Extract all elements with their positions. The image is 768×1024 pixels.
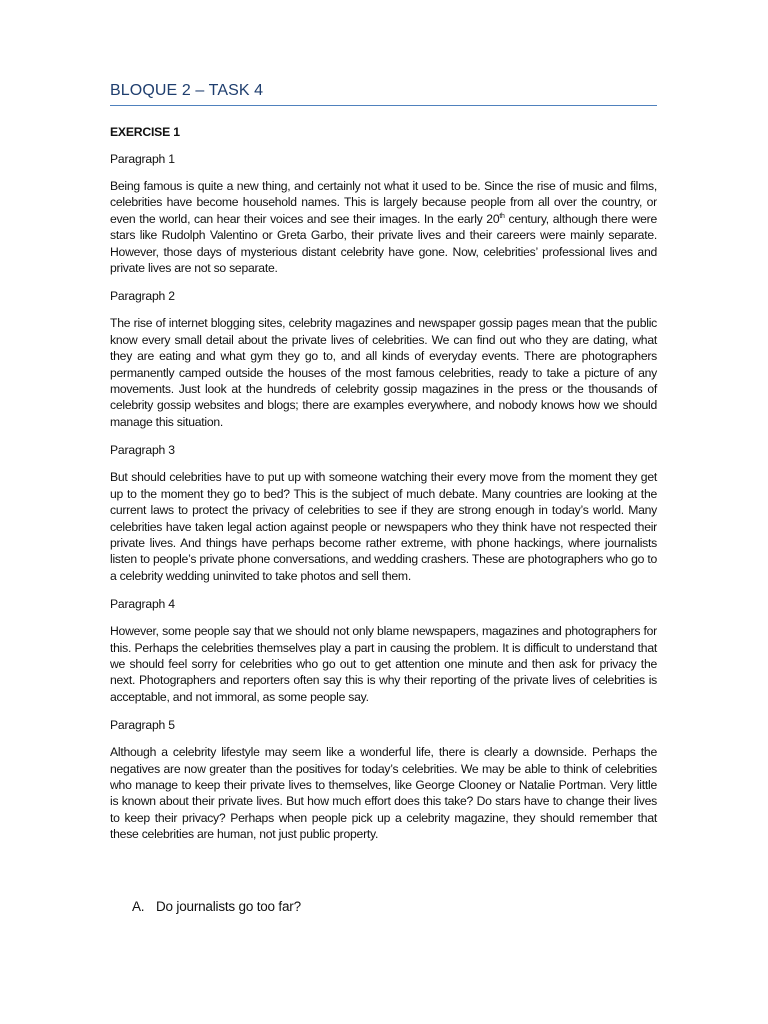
paragraph-4-label: Paragraph 4 bbox=[110, 597, 175, 612]
paragraph-3-text: But should celebrities have to put up with someone watching their every move from the moment they get up to the moment they go to bed? This is the subject of much debate. Many countries are looking at the current laws to protect the privacy of celebrities to see if they are strong enough in today’s world. Many celebrities have taken legal action against people or newspapers who they think have not respected their private lives. And things have perhaps become rather extreme, with phone hackings, where journalists listen to people’s private phone conversations, and wedding crashers. These are photographers who go to a celebrity wedding uninvited to take photos and sell them. bbox=[110, 470, 657, 583]
paragraph-1-text-end: century, although there were stars like Rudolph Valentino or Greta Garbo, their private lives and their careers were mainly separate. However, those days of mysterious distant celebrity have gone. Now, celebrities’ professional lives and private lives are not so separate. bbox=[110, 211, 657, 276]
superscript-th: th bbox=[499, 212, 505, 220]
question-letter: A. bbox=[132, 899, 145, 914]
exercise-heading: EXERCISE 1 bbox=[110, 125, 180, 139]
paragraph-4-text: However, some people say that we should not only blame newspapers, magazines and photographers for this. Perhaps the celebrities themselves play a part in causing the problem. It is difficult to understand that we should feel sorry for celebrities who go out to get attention one minute and then ask for privacy the next. Photographers and reporters often say this is why their reporting of the private lives of celebrities is acceptable, and not immoral, as some people say. bbox=[110, 624, 657, 704]
paragraph-1-text-start: Being famous is quite a new thing, and certainly not what it used to be. Since the rise of music and films, celebrities have become household names. This is largely because people from all over the country, or even the world, can hear their voices and see their images. In the early 20 bbox=[110, 179, 657, 226]
document-content bbox=[110, 82, 657, 843]
paragraph-3-label: Paragraph 3 bbox=[110, 443, 175, 458]
paragraph-2-text: The rise of internet blogging sites, celebrity magazines and newspaper gossip pages mean that the public know every small detail about the private lives of celebrities. We can find out who they are dating, what they are eating and what gym they go to, and all kinds of everyday events. There are photographers permanently camped outside the houses of the most famous celebrities, ready to take a picture of any movements. Just look at the hundreds of celebrity gossip magazines in the press or the thousands of celebrity gossip websites and blogs; there are examples everywhere, and nobody knows how we should manage this situation. bbox=[110, 316, 657, 429]
paragraph-1-text bbox=[110, 178, 657, 276]
question-text: Do journalists go too far? bbox=[156, 899, 301, 914]
paragraph-1-label: Paragraph 1 bbox=[110, 152, 175, 166]
document-title: BLOQUE 2 – TASK 4 bbox=[110, 82, 657, 106]
paragraph-2-label: Paragraph 2 bbox=[110, 289, 175, 304]
question-item bbox=[132, 899, 301, 914]
paragraph-5-text: Although a celebrity lifestyle may seem like a wonderful life, there is clearly a downside. Perhaps the negatives are now greater than the positives for today’s celebrities. We may be able to think of celebrities who manage to keep their private lives to themselves, like George Clooney or Natalie Portman. Very little is known about their private lives. But how much effort does this take? Do stars have to change their lives to keep their privacy? Perhaps when people pick up a celebrity magazine, they should remember that these celebrities are human, not just public property. bbox=[110, 745, 657, 842]
paragraph-5-label: Paragraph 5 bbox=[110, 718, 175, 733]
